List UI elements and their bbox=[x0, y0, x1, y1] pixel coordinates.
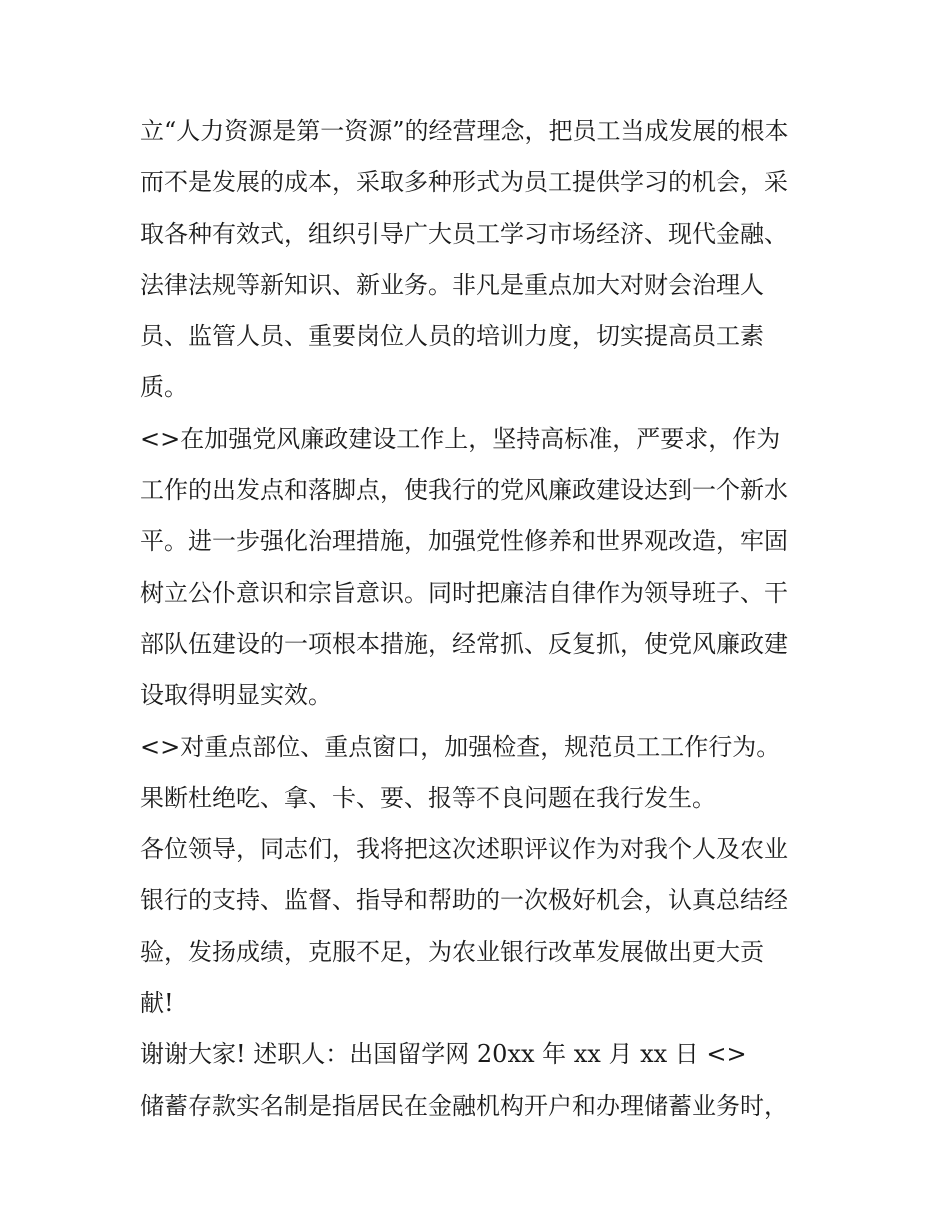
text-line-6: 质。 bbox=[140, 373, 188, 402]
text-line-5: 员、监管人员、重要岗位人员的培训力度，切实提高员工素 bbox=[140, 322, 764, 351]
document-body bbox=[140, 106, 830, 1132]
text-line-19: 谢谢大家! 述职人：出国留学网 20xx 年 xx 月 xx 日 <> bbox=[140, 1040, 747, 1069]
text-line-9: 平。进一步强化治理措施，加强党性修养和世界观改造，牢固 bbox=[140, 527, 788, 556]
text-line-12: 设取得明显实效。 bbox=[140, 681, 332, 710]
text-line-3: 取各种有效式，组织引导广大员工学习市场经济、现代金融、 bbox=[140, 219, 788, 248]
text-line-20: 储蓄存款实名制是指居民在金融机构开户和办理储蓄业务时， bbox=[140, 1091, 788, 1120]
text-line-14: 果断杜绝吃、拿、卡、要、报等不良问题在我行发生。 bbox=[140, 783, 716, 812]
text-line-8: 工作的出发点和落脚点，使我行的党风廉政建设达到一个新水 bbox=[140, 476, 788, 505]
text-line-13: <>对重点部位、重点窗口，加强检查，规范员工工作行为。 bbox=[140, 732, 781, 761]
text-line-2: 而不是发展的成本，采取多种形式为员工提供学习的机会，采 bbox=[140, 168, 788, 197]
text-line-7: <>在加强党风廉政建设工作上，坚持高标准，严要求，作为 bbox=[140, 424, 781, 453]
text-line-16: 银行的支持、监督、指导和帮助的一次极好机会，认真总结经 bbox=[140, 886, 788, 915]
text-line-15: 各位领导，同志们，我将把这次述职评议作为对我个人及农业 bbox=[140, 835, 788, 864]
text-line-4: 法律法规等新知识、新业务。非凡是重点加大对财会治理人 bbox=[140, 270, 764, 299]
text-line-18: 献! bbox=[140, 989, 174, 1018]
text-line-11: 部队伍建设的一项根本措施，经常抓、反复抓，使党风廉政建 bbox=[140, 629, 788, 658]
text-line-17: 验，发扬成绩，克服不足，为农业银行改革发展做出更大贡 bbox=[140, 937, 764, 966]
text-line-1: 立“人力资源是第一资源”的经营理念，把员工当成发展的根本 bbox=[140, 117, 789, 145]
text-line-10: 树立公仆意识和宗旨意识。同时把廉洁自律作为领导班子、干 bbox=[140, 578, 788, 607]
